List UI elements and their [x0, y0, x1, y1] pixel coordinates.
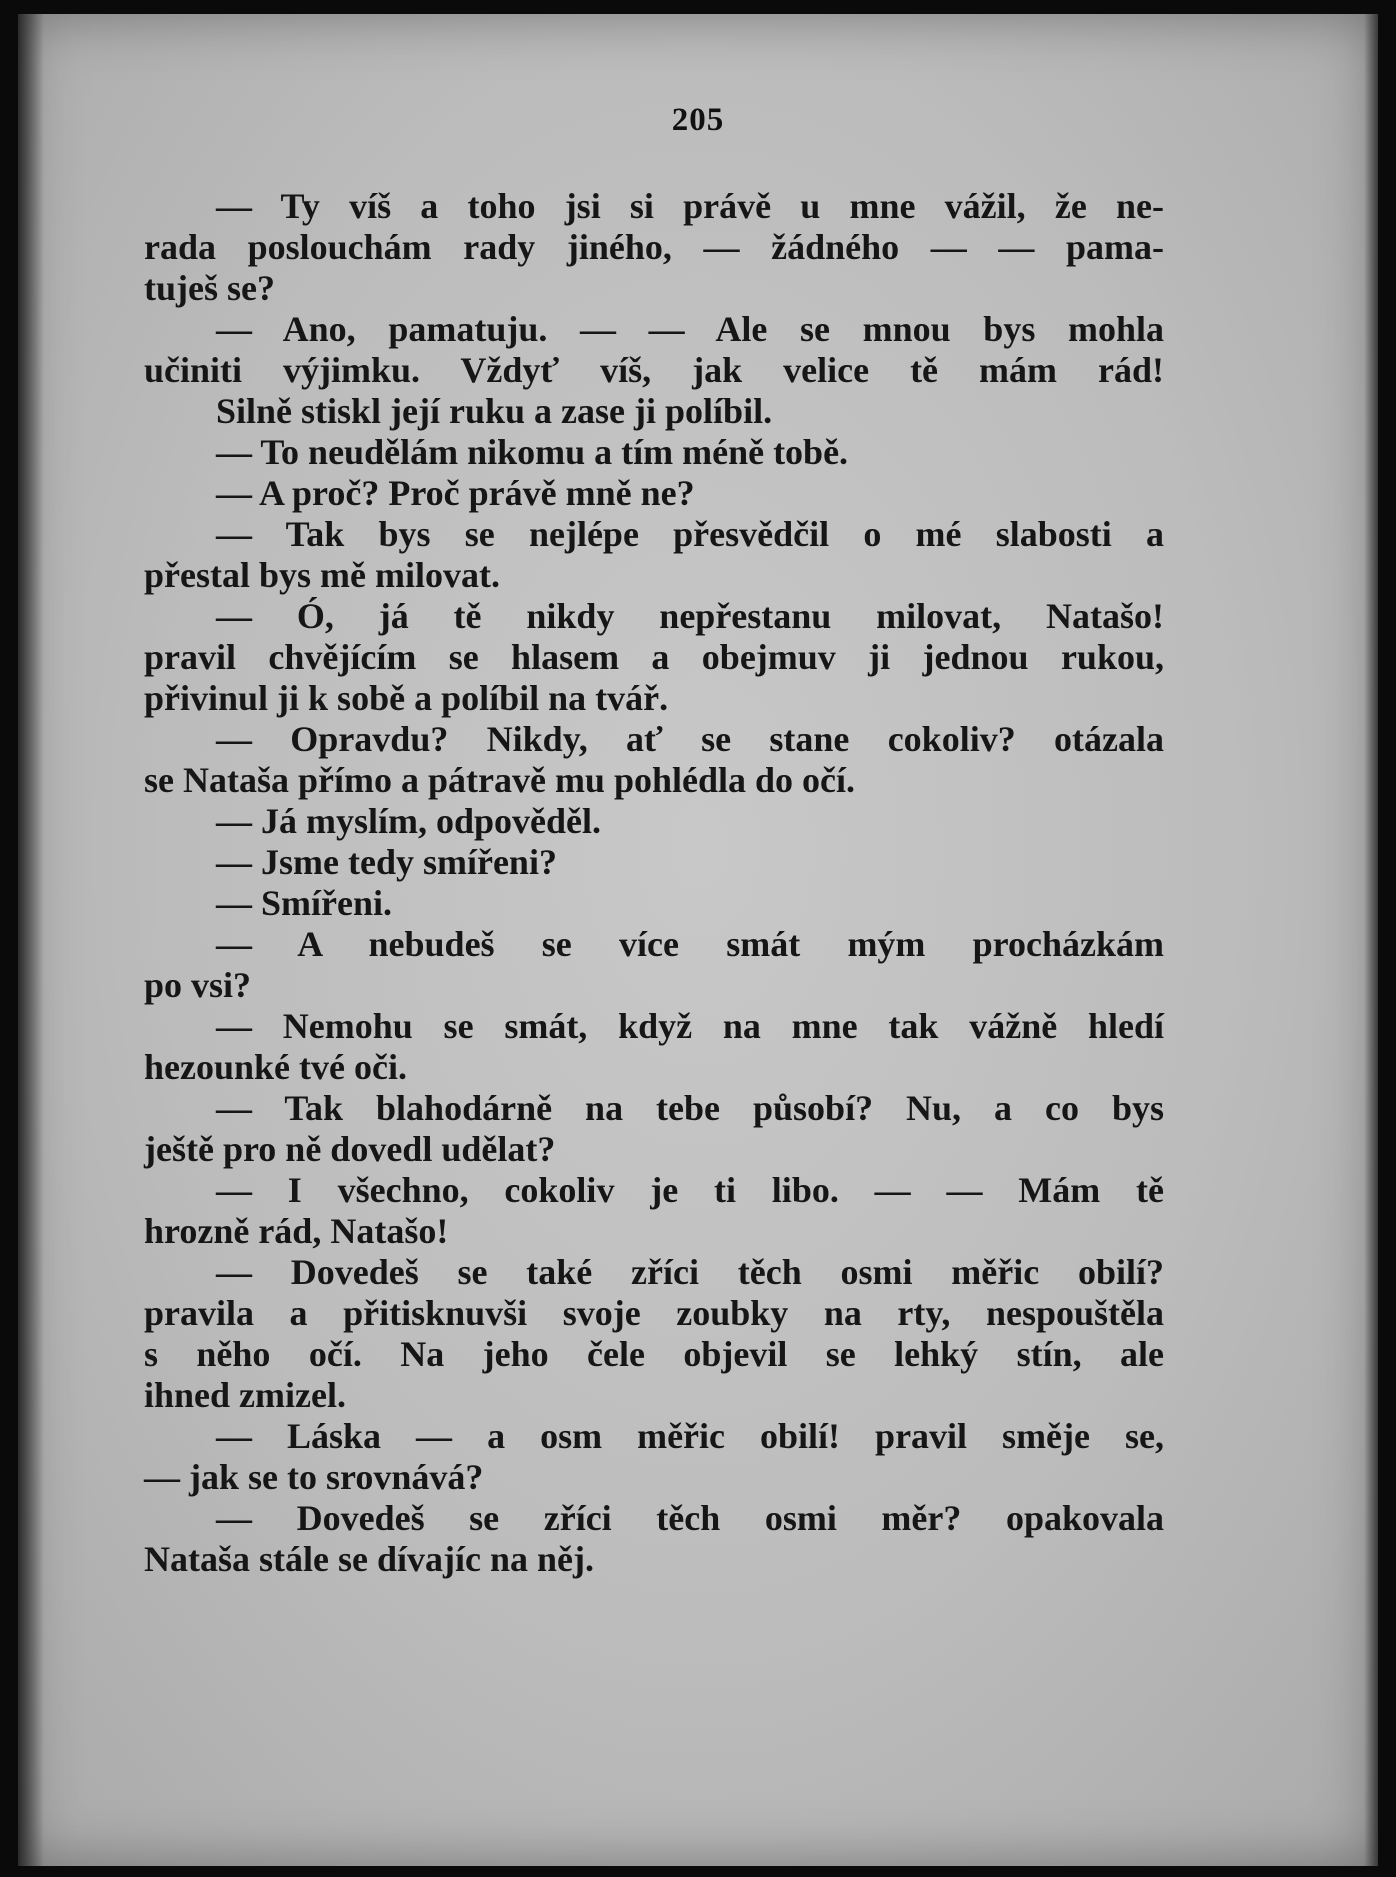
text-line: — Tak blahodárně na tebe působí? Nu, a co bys: [216, 1088, 1164, 1128]
text-line: — Nemohu se smát, když na mne tak vážně hledí: [216, 1006, 1164, 1046]
text-line: — Tak bys se nejlépe přesvědčil o mé slabosti a: [216, 514, 1164, 554]
text-line: se Nataša přímo a pátravě mu pohlédla do očí.: [144, 760, 855, 800]
text-line: — Ano, pamatuju. — — Ale se mnou bys mohla: [216, 309, 1164, 349]
text-line: — Dovedeš se také zříci těch osmi měřic obilí?: [216, 1252, 1164, 1292]
text-line: — A proč? Proč právě mně ne?: [216, 473, 695, 513]
text-line: Silně stiskl její ruku a zase ji políbil.: [216, 391, 773, 431]
text-line: — Ó, já tě nikdy nepřestanu milovat, Natašo!: [216, 596, 1164, 636]
text-line: s něho očí. Na jeho čele objevil se lehký stín, ale: [144, 1334, 1164, 1374]
text-line: učiniti výjimku. Vždyť víš, jak velice tě mám rád!: [144, 350, 1164, 390]
text-line: hrozně rád, Natašo!: [144, 1211, 449, 1251]
text-line: — Já myslím, odpověděl.: [216, 801, 602, 841]
text-line: Nataša stále se dívajíc na něj.: [144, 1539, 594, 1579]
text-line: — jak se to srovnává?: [144, 1457, 484, 1497]
page-shadow-right: [1364, 14, 1378, 1866]
page-shadow-left: [18, 14, 44, 1866]
text-line: ihned zmizel.: [144, 1375, 346, 1415]
body-text: [144, 186, 1164, 1580]
text-line: přivinul ji k sobě a políbil na tvář.: [144, 678, 669, 718]
text-line: — Dovedeš se zříci těch osmi měr? opakovala: [216, 1498, 1164, 1538]
text-line: hezounké tvé oči.: [144, 1047, 407, 1087]
text-line: — Jsme tedy smířeni?: [216, 842, 557, 882]
text-line: tuješ se?: [144, 268, 275, 308]
text-line: po vsi?: [144, 965, 252, 1005]
text-line: — To neudělám nikomu a tím méně tobě.: [216, 432, 849, 472]
text-line: — Ty víš a toho jsi si právě u mne vážil, že ne-: [216, 186, 1164, 226]
text-line: rada poslouchám rady jiného, — žádného — — pama-: [144, 227, 1164, 267]
text-line: — I všechno, cokoliv je ti libo. — — Mám tě: [216, 1170, 1164, 1210]
text-line: pravil chvějícím se hlasem a obejmuv ji jednou rukou,: [144, 637, 1164, 677]
text-line: — A nebudeš se více smát mým procházkám: [216, 924, 1164, 964]
text-line: přestal bys mě milovat.: [144, 555, 500, 595]
text-line: — Smířeni.: [216, 883, 392, 923]
text-line: pravila a přitisknuvši svoje zoubky na rty, nespouštěla: [144, 1293, 1164, 1333]
page-number: 205: [671, 102, 725, 138]
text-line: — Opravdu? Nikdy, ať se stane cokoliv? otázala: [216, 719, 1164, 759]
text-line: ještě pro ně dovedl udělat?: [144, 1129, 556, 1169]
text-line: — Láska — a osm měřic obilí! pravil směje se,: [216, 1416, 1164, 1456]
book-page: [18, 14, 1378, 1866]
